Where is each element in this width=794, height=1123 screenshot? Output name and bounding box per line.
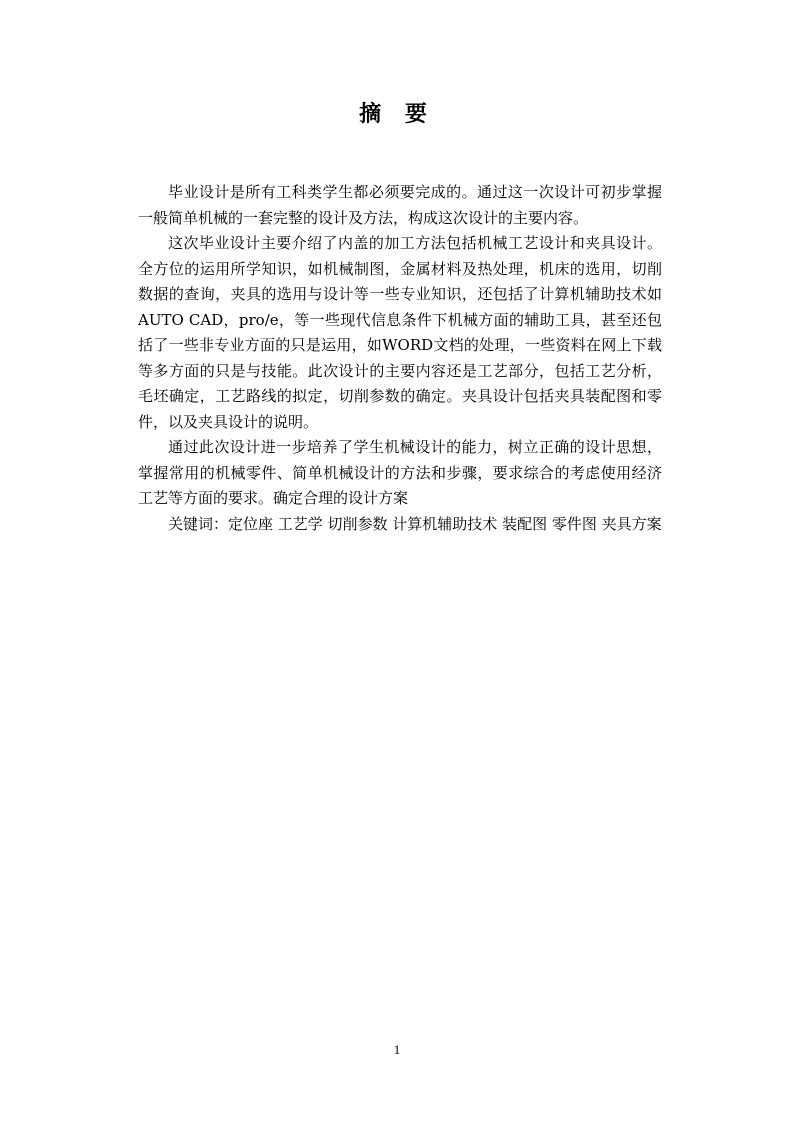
keywords-paragraph: 关键词：定位座 工艺学 切削参数 计算机辅助技术 装配图 零件图 夹具方案 xyxy=(168,514,662,533)
abstract-title: 摘 要 xyxy=(359,102,435,127)
abstract-paragraph-1: 毕业设计是所有工科类学生都必须要完成的。通过这一次设计可初步掌握一般简单机械的一套完整的设计及方法，构成这次设计的主要内容。 xyxy=(138,183,662,227)
abstract-body xyxy=(138,180,662,537)
page-number: 1 xyxy=(393,1042,401,1057)
abstract-paragraph-3: 通过此次设计进一步培养了学生机械设计的能力，树立正确的设计思想，掌握常用的机械零件、简单机械设计的方法和步骤，要求综合的考虑使用经济工艺等方面的要求。确定合理的设计方案 xyxy=(138,438,662,507)
abstract-paragraph-2: 这次毕业设计主要介绍了内盖的加工方法包括机械工艺设计和夹具设计。全方位的运用所学知识，如机械制图，金属材料及热处理，机床的选用，切削数据的查询，夹具的选用与设计等一些专业知识，还包括了计算机辅助技术如AUTO CAD，pro/e，等一些现代信息条件下机械方面的辅助工具，甚至还包括了一些非专业方面的只是运用，如WORD文档的处理，一些资料在网上下载等多方面的只是与技能。此次设计的主要内容还是工艺部分，包括工艺分析，毛坯确定，工艺路线的拟定，切削参数的确定。夹具设计包括夹具装配图和零件，以及夹具设计的说明。 xyxy=(138,234,662,431)
